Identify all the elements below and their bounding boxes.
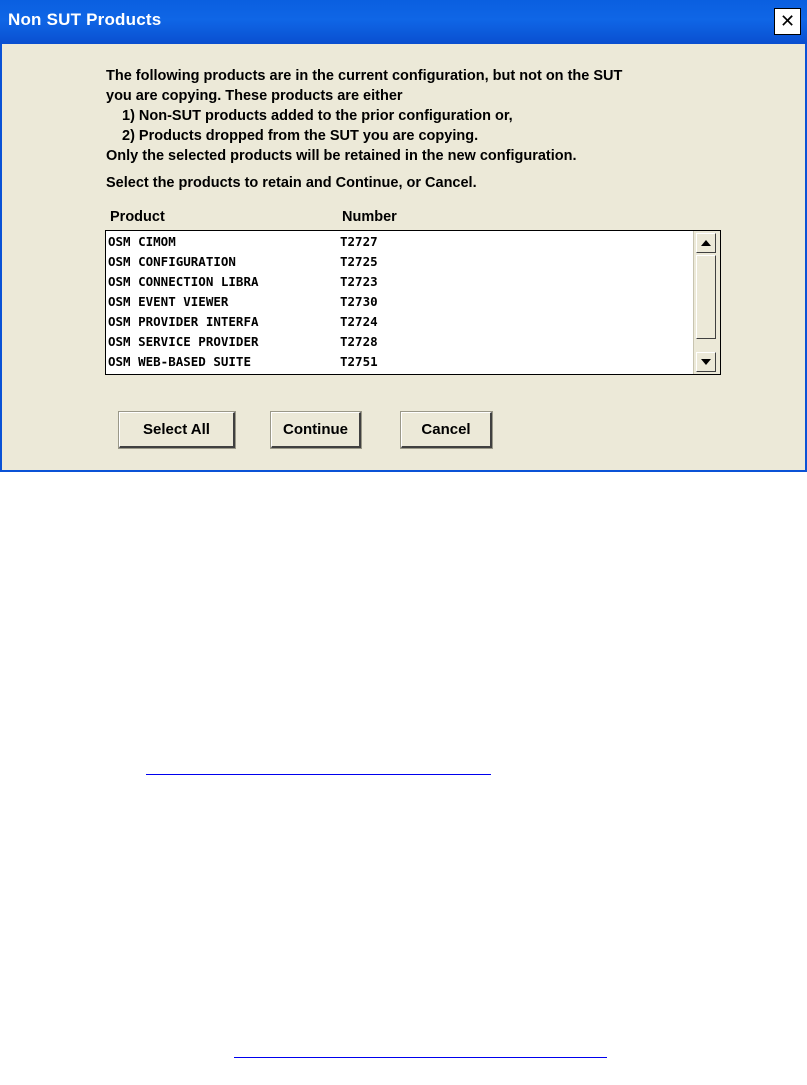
product-number: T2723 bbox=[340, 274, 378, 289]
message-line: 2) Products dropped from the SUT you are copying. bbox=[122, 128, 479, 144]
product-column-header: Product bbox=[110, 209, 165, 225]
product-number: T2727 bbox=[340, 234, 378, 249]
list-item[interactable] bbox=[106, 272, 692, 292]
number-column-header: Number bbox=[342, 209, 397, 225]
product-number: T2724 bbox=[340, 314, 378, 329]
product-name: OSM SERVICE PROVIDER bbox=[108, 334, 259, 349]
message-line: The following products are in the current configuration, but not on the SUT bbox=[106, 68, 623, 84]
select-all-button[interactable]: Select All bbox=[119, 412, 235, 448]
arrow-up-icon bbox=[701, 240, 711, 246]
vertical-scrollbar[interactable] bbox=[693, 231, 720, 374]
product-name: OSM EVENT VIEWER bbox=[108, 294, 229, 309]
product-number: T2725 bbox=[340, 254, 378, 269]
page-link-underline[interactable] bbox=[146, 774, 491, 775]
list-item[interactable] bbox=[106, 252, 692, 272]
product-name: OSM CIMOM bbox=[108, 234, 176, 249]
list-item[interactable] bbox=[106, 332, 692, 352]
product-number: T2728 bbox=[340, 334, 378, 349]
page-link-underline[interactable] bbox=[234, 1057, 607, 1058]
instruction-message bbox=[106, 66, 622, 193]
list-item[interactable] bbox=[106, 292, 692, 312]
list-item[interactable] bbox=[106, 232, 692, 252]
cancel-button[interactable]: Cancel bbox=[401, 412, 492, 448]
message-line: 1) Non-SUT products added to the prior configuration or, bbox=[122, 108, 513, 124]
non-sut-products-dialog bbox=[0, 0, 807, 472]
product-number: T2751 bbox=[340, 354, 378, 369]
list-item[interactable] bbox=[106, 312, 692, 332]
scroll-up-button[interactable] bbox=[696, 233, 716, 253]
message-line: Only the selected products will be retained in the new configuration. bbox=[106, 148, 577, 164]
close-button[interactable] bbox=[774, 8, 801, 35]
message-line: you are copying. These products are either bbox=[106, 88, 403, 104]
window-title: Non SUT Products bbox=[8, 10, 162, 29]
scroll-down-button[interactable] bbox=[696, 352, 716, 372]
close-icon: ✕ bbox=[779, 10, 796, 32]
products-listbox[interactable] bbox=[105, 230, 721, 375]
product-name: OSM CONNECTION LIBRA bbox=[108, 274, 259, 289]
continue-button[interactable]: Continue bbox=[271, 412, 361, 448]
product-name: OSM CONFIGURATION bbox=[108, 254, 236, 269]
title-bar[interactable] bbox=[0, 0, 807, 44]
product-name: OSM PROVIDER INTERFA bbox=[108, 314, 259, 329]
product-name: OSM WEB-BASED SUITE bbox=[108, 354, 251, 369]
arrow-down-icon bbox=[701, 359, 711, 365]
message-line: Select the products to retain and Continue, or Cancel. bbox=[106, 175, 477, 191]
list-item[interactable] bbox=[106, 352, 692, 372]
product-number: T2730 bbox=[340, 294, 378, 309]
scroll-thumb[interactable] bbox=[696, 255, 716, 339]
